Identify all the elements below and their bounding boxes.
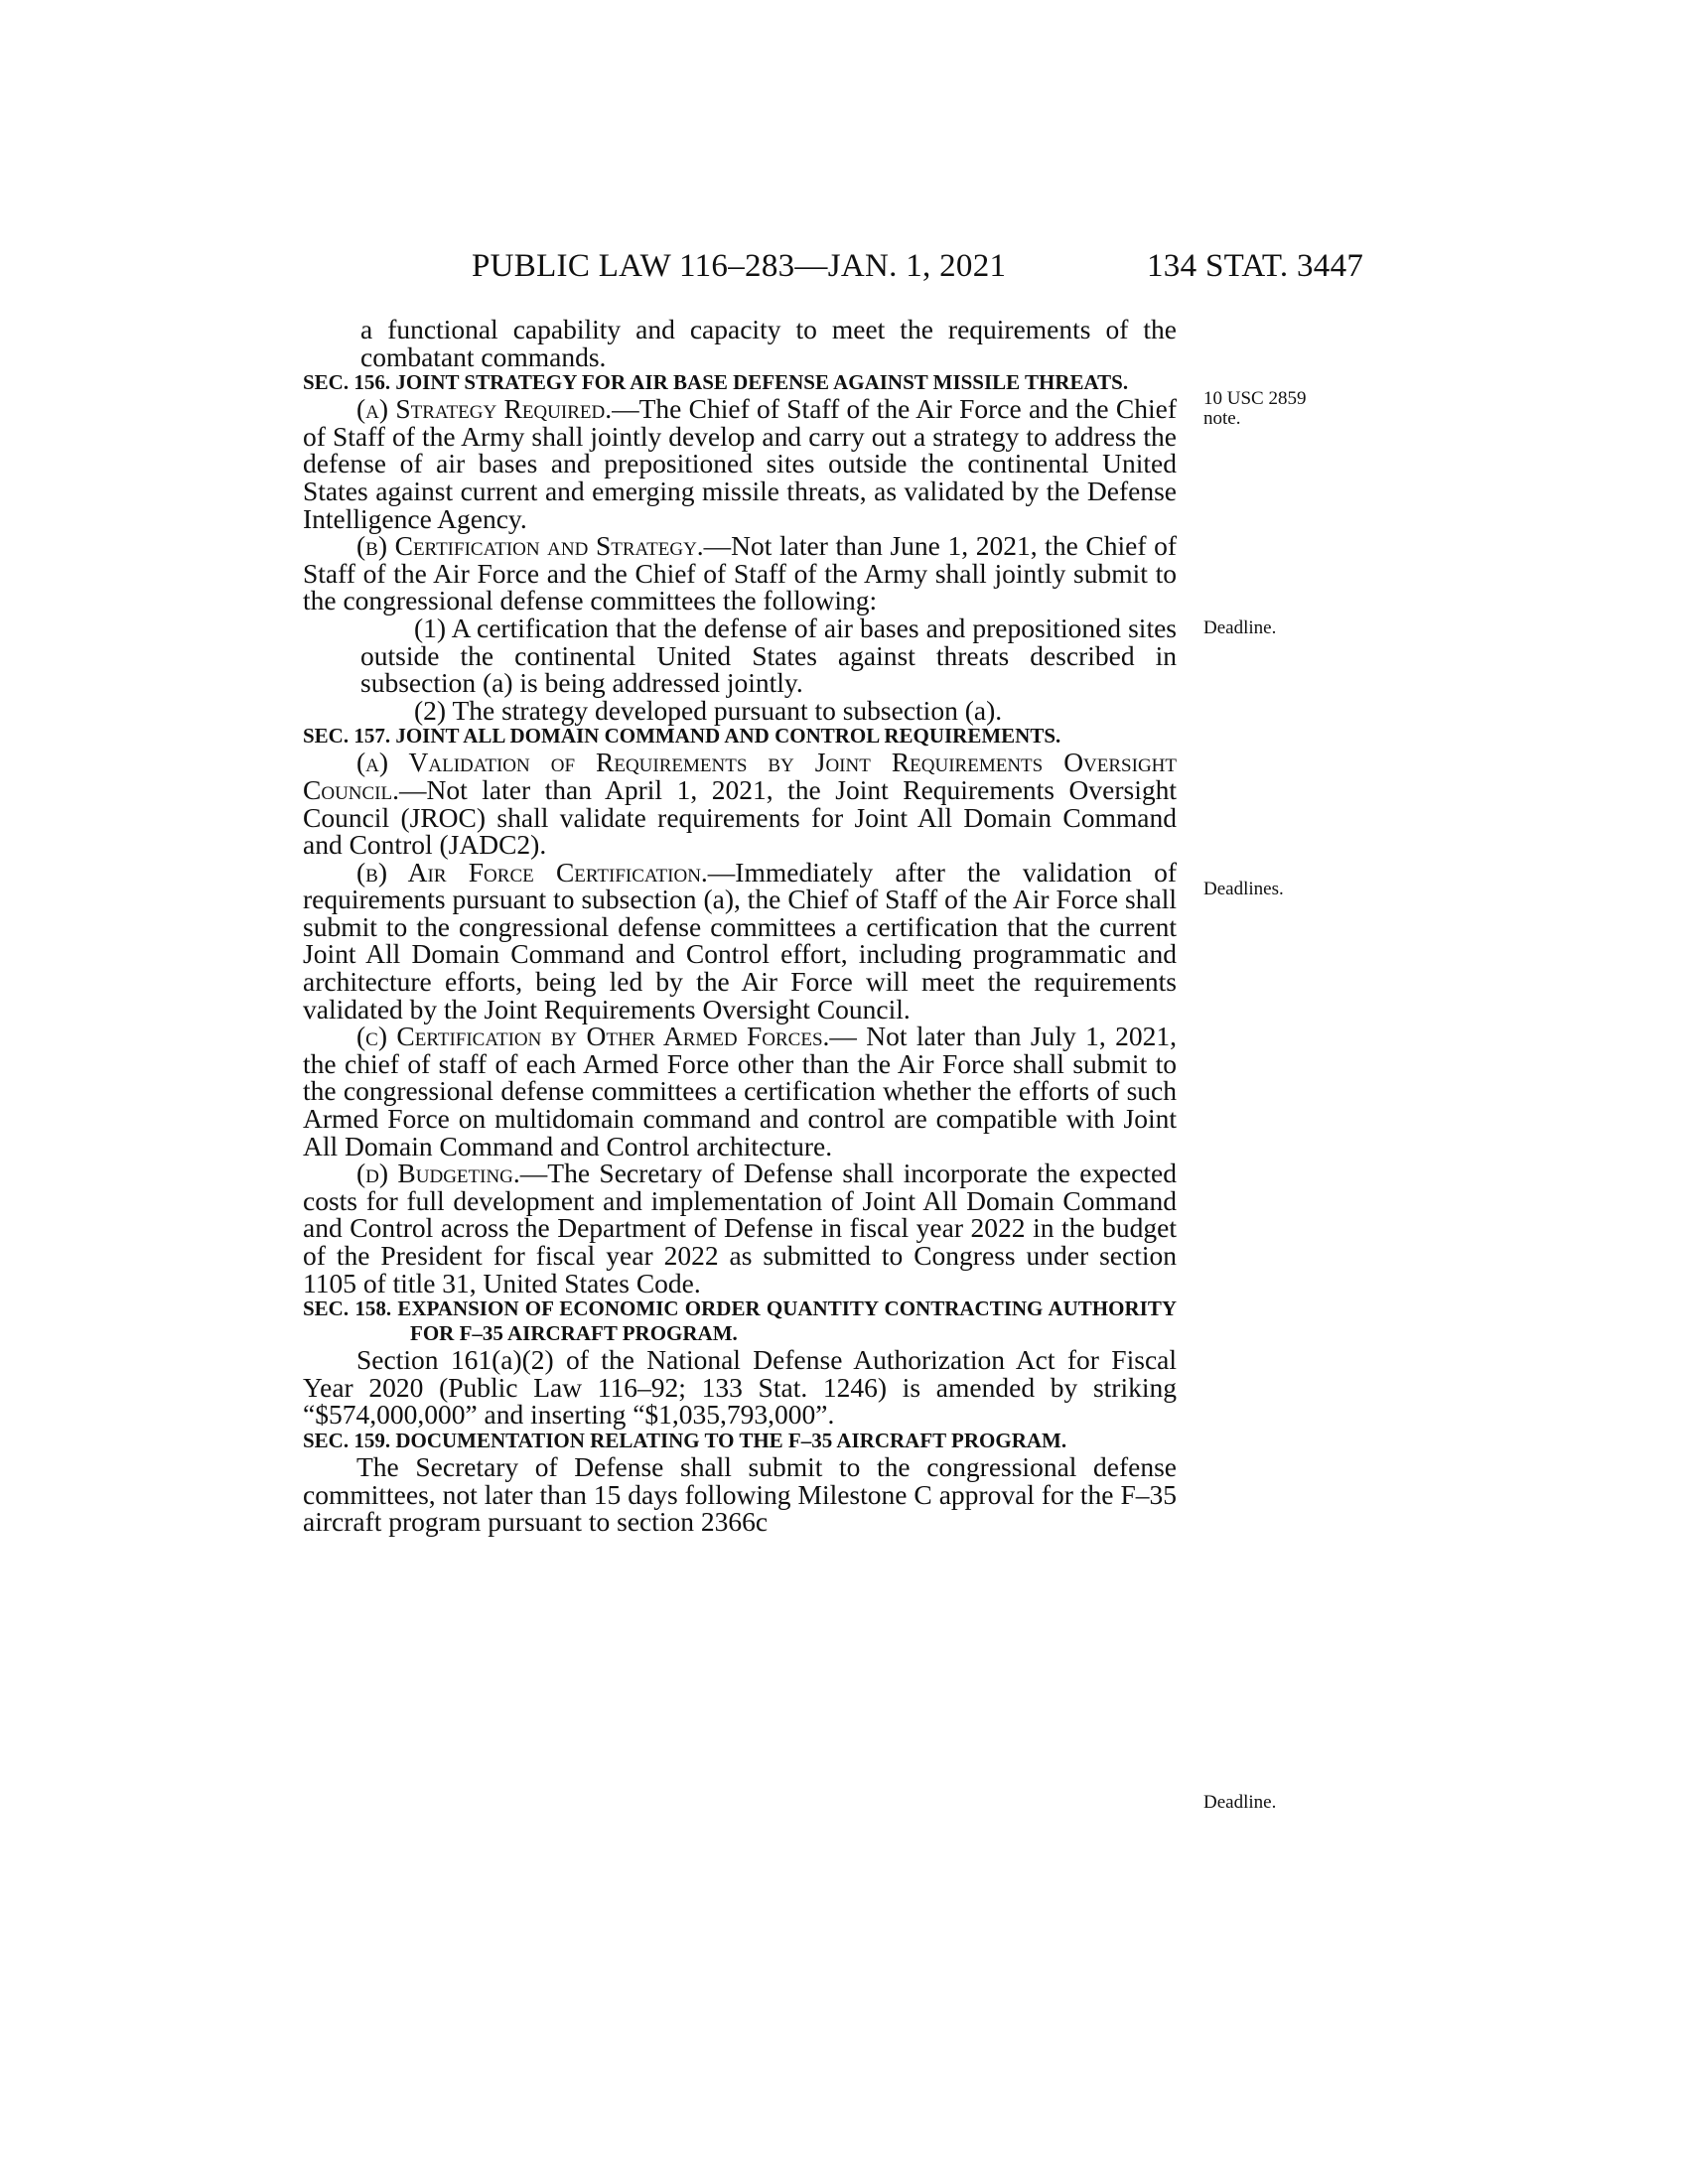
- running-header-page: 134 STAT. 3447: [1147, 248, 1364, 284]
- sec-158-heading: SEC. 158. EXPANSION OF ECONOMIC ORDER QUANTITY CONTRACTING AUTHORITY FOR F–35 AIRCRAFT PROGRAM.: [303, 1297, 1177, 1346]
- sec-156-paragraph-1: (1) A certification that the defense of air bases and prepositioned sites outside the continental United States against threats described in subsection (a) is being addressed jointly.: [360, 612, 1177, 699]
- sec-157-subsection-c: [303, 1023, 1177, 1160]
- sec-156-subsection-b: [303, 532, 1177, 614]
- sec-157-c-heading: (c) Certification by Other Armed Forces.: [356, 1021, 830, 1052]
- margin-note-deadlines-157: Deadlines.: [1203, 879, 1284, 899]
- sec-156-paragraph-2: (2) The strategy developed pursuant to subsection (a).: [414, 694, 1003, 726]
- sec-156-a-text: —The Chief of Staff of the Air Force and the Chief of Staff of the Army shall jointly develop and carry out a strategy to address the defense of air bases and prepositioned sites outside the continental United States against current and emerging missile threats, as validated by the Defense Intelligence Agency.: [303, 393, 1178, 534]
- sec-157-b-text: —Immediately after the validation of requirements pursuant to subsection (a), the Chief of Staff of the Air Force shall submit to the congressional defense committees a certification that the current Joint All Domain Command and Control effort, including programmatic and architecture efforts, being led by the Air Force will meet the requirements validated by the Joint Requirements Oversight Council.: [303, 856, 1177, 1024]
- sec-157-d-text: —The Secretary of Defense shall incorporate the expected costs for full development and implementation of Joint All Domain Command and Control across the Department of Defense in fiscal year 2022 in the budget of the President for fiscal year 2022 as submitted to Congress under section 1105 of title 31, United States Code.: [303, 1158, 1177, 1298]
- sec-157-a-heading: (a) Validation of Requirements by Joint Requirements Oversight Council.: [303, 747, 1177, 805]
- continuation-text: a functional capability and capacity to meet the requirements of the combatant commands.: [360, 314, 1177, 372]
- sec-157-a-text: —Not later than April 1, 2021, the Joint Requirements Oversight Council (JROC) shall validate requirements for Joint All Domain Command and Control (JADC2).: [303, 773, 1177, 861]
- margin-note-usc-citation: 10 USC 2859: [1203, 388, 1307, 409]
- statute-body: [303, 316, 1177, 1536]
- margin-note-deadline-156: Deadline.: [1203, 617, 1277, 638]
- sec-157-b-heading: (b) Air Force Certification.: [356, 856, 708, 887]
- sec-156-b-text: —Not later than June 1, 2021, the Chief of Staff of the Air Force and the Chief of Staff of the Army shall jointly submit to the congressional defense committees the following:: [303, 530, 1177, 616]
- sec-159-text: The Secretary of Defense shall submit to the congressional defense committees, not later than 15 days following Milestone C approval for the F–35 aircraft program pursuant to section 2366c: [303, 1450, 1177, 1538]
- sec-156-a-heading: (a) Strategy Required.: [356, 393, 613, 425]
- sec-158-text: Section 161(a)(2) of the National Defense Authorization Act for Fiscal Year 2020 (Public Law 116–92; 133 Stat. 1246) is amended by striking “$574,000,000” and inserting “$1,035,793,000”.: [303, 1344, 1177, 1431]
- margin-note-usc: [1203, 389, 1306, 429]
- margin-note-deadline-159: Deadline.: [1203, 1792, 1277, 1813]
- sec-156-heading: SEC. 156. JOINT STRATEGY FOR AIR BASE DEFENSE AGAINST MISSILE THREATS.: [303, 370, 1129, 395]
- sec-157-subsection-a: [303, 747, 1177, 861]
- sec-157-subsection-b: [303, 856, 1177, 1024]
- margin-note-usc-note: note.: [1203, 408, 1241, 429]
- sec-156-subsection-a: [303, 395, 1177, 532]
- sec-157-d-heading: (d) Budgeting.: [356, 1158, 520, 1189]
- sec-157-heading: SEC. 157. JOINT ALL DOMAIN COMMAND AND CONTROL REQUIREMENTS.: [303, 724, 1061, 749]
- sec-157-c-text: — Not later than July 1, 2021, the chief of staff of each Armed Force other than the Air Force shall submit to the congressional defense committees a certification whether the efforts of such Armed Force on multidomain command and control are compatible with Joint All Domain Command and Control architecture.: [303, 1021, 1177, 1161]
- sec-157-subsection-d: [303, 1160, 1177, 1297]
- sec-159-heading: SEC. 159. DOCUMENTATION RELATING TO THE F–35 AIRCRAFT PROGRAM.: [303, 1428, 1067, 1452]
- sec-156-b-heading: (b) Certification and Strategy.: [356, 530, 704, 562]
- running-header-title: PUBLIC LAW 116–283—JAN. 1, 2021: [472, 248, 1007, 284]
